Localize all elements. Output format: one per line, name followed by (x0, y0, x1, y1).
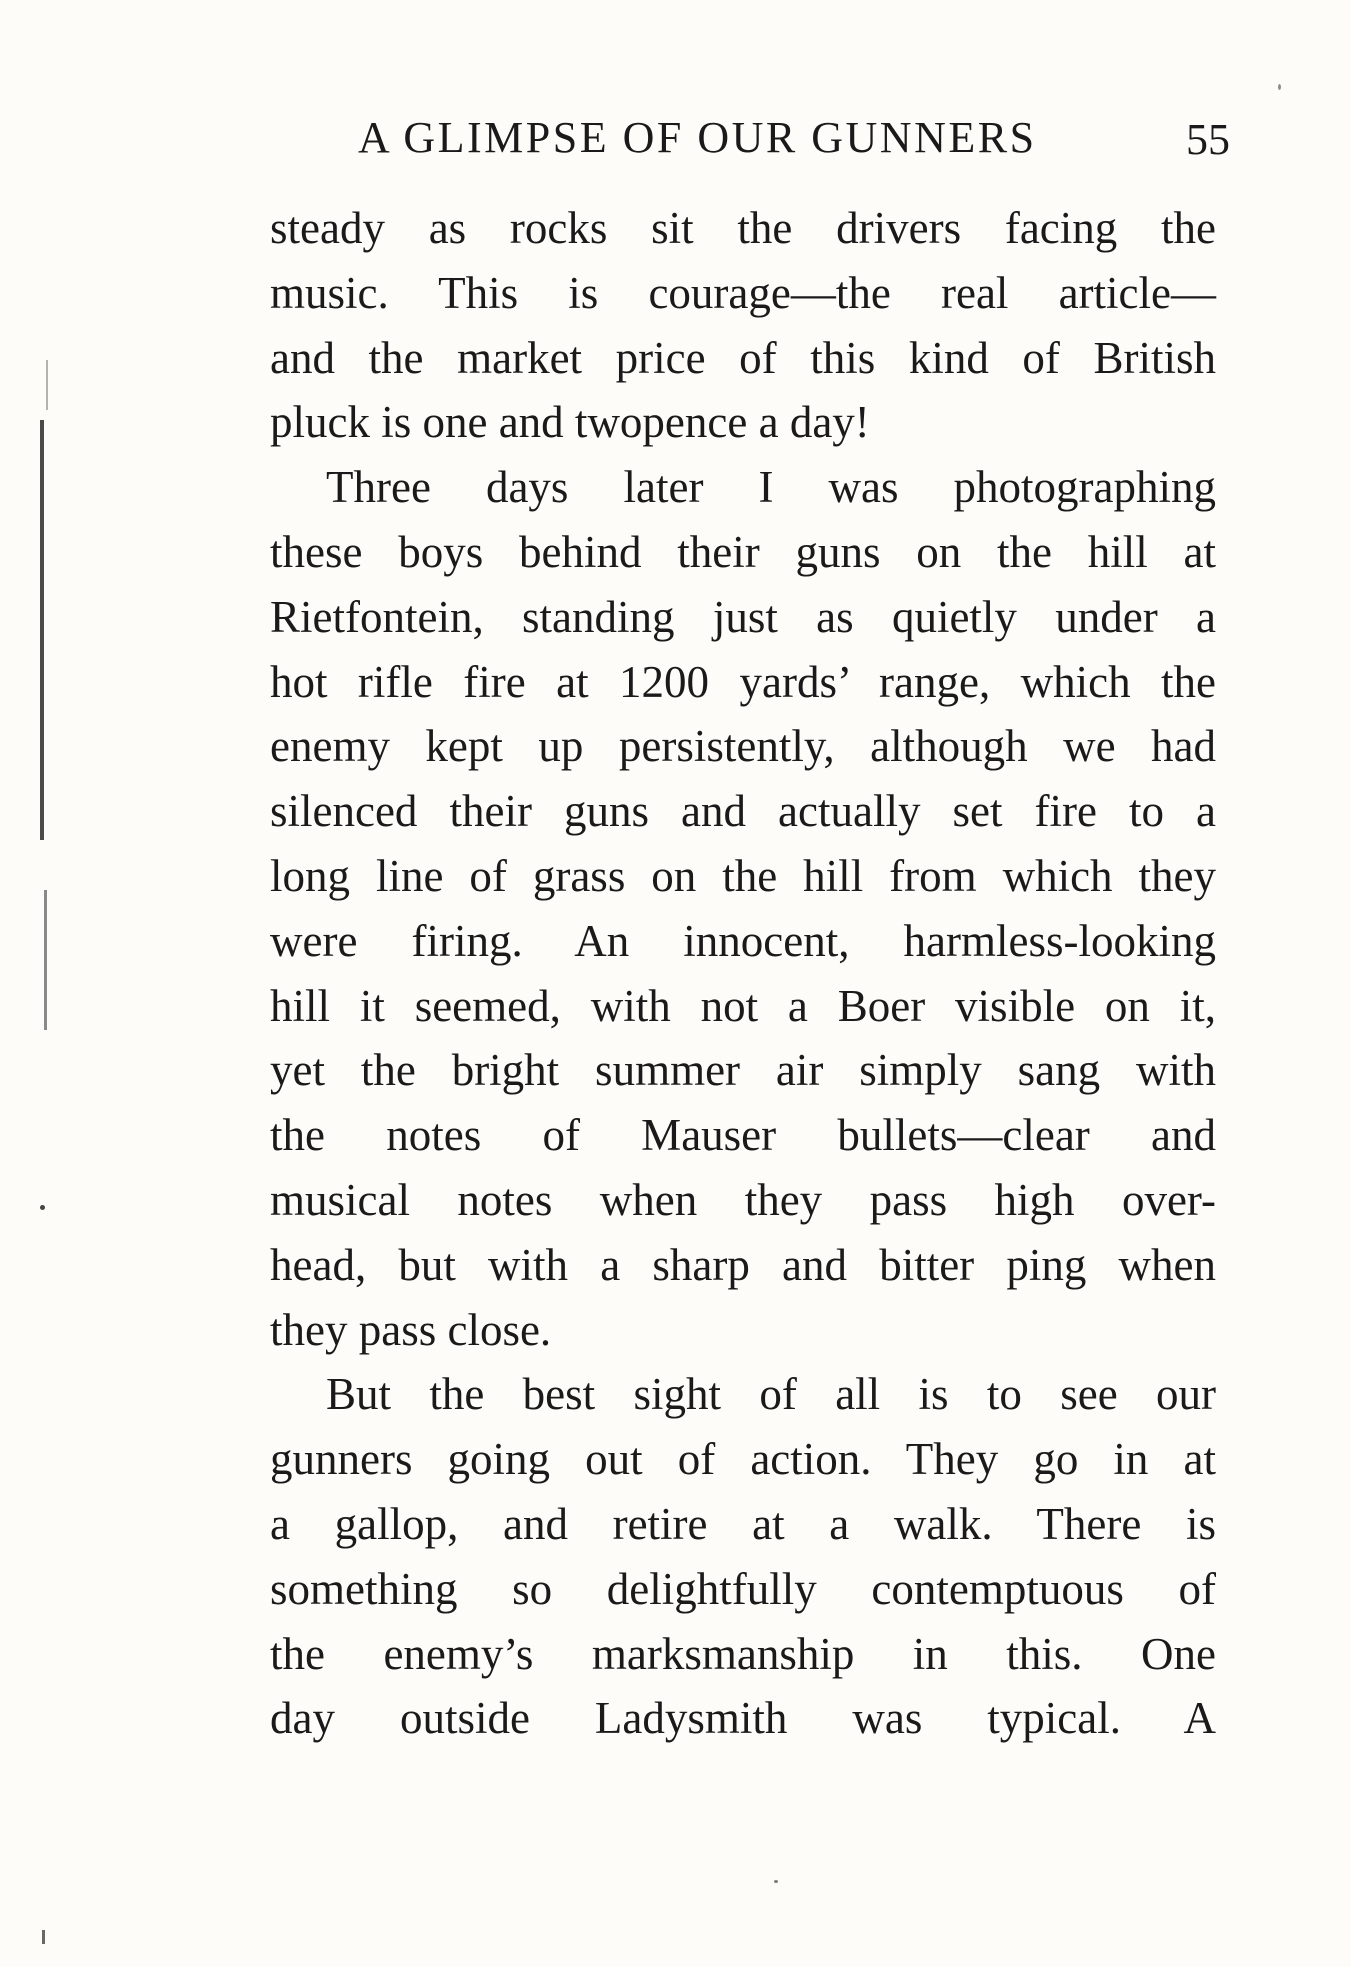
binding-shadow-mark (44, 890, 47, 1030)
text-line: the notes of Mauser bullets—clear and (270, 1110, 1216, 1161)
text-line: music. This is courage—the real article— (270, 267, 1216, 318)
text-line: Rietfontein, standing just as quietly under a (270, 591, 1216, 642)
paragraph-end-line: they pass close. (270, 1304, 552, 1355)
text-line: and the market price of this kind of British (270, 332, 1216, 383)
scan-speck (1278, 84, 1281, 90)
text-line: hot rifle fire at 1200 yards’ range, which the (270, 656, 1216, 707)
paragraph-end-line: pluck is one and twopence a day! (270, 397, 870, 448)
text-line: silenced their guns and actually set fire to a (270, 786, 1216, 837)
scan-speck (774, 1880, 778, 1883)
text-line: hill it seemed, with not a Boer visible on it, (270, 980, 1216, 1031)
text-line: enemy kept up persistently, although we had (270, 721, 1216, 772)
text-line: the enemy’s marksmanship in this. One (270, 1628, 1216, 1679)
paragraph-start-line: But the best sight of all is to see our (326, 1369, 1216, 1420)
text-line: a gallop, and retire at a walk. There is (270, 1498, 1216, 1549)
binding-shadow-mark (40, 420, 44, 840)
text-line: gunners going out of action. They go in at (270, 1434, 1216, 1485)
text-line: day outside Ladysmith was typical. A (270, 1693, 1216, 1744)
running-title: A GLIMPSE OF OUR GUNNERS (358, 113, 1037, 162)
text-line: head, but with a sharp and bitter ping when (270, 1239, 1216, 1290)
text-line: these boys behind their guns on the hill at (270, 526, 1216, 577)
text-line: yet the bright summer air simply sang with (270, 1045, 1216, 1096)
text-line: steady as rocks sit the drivers facing the (270, 203, 1216, 253)
binding-shadow-mark (42, 1930, 45, 1944)
body-text (270, 196, 1216, 1751)
scan-speck (40, 1205, 45, 1210)
text-line: musical notes when they pass high over- (270, 1174, 1216, 1225)
running-head (358, 112, 1230, 164)
text-line: long line of grass on the hill from which they (270, 850, 1216, 901)
page-number: 55 (1186, 115, 1230, 164)
binding-shadow-mark (46, 360, 48, 410)
paragraph-start-line: Three days later I was photographing (326, 462, 1216, 513)
text-line: something so delightfully contemptuous of (270, 1563, 1216, 1614)
text-line: were firing. An innocent, harmless-looking (270, 915, 1216, 966)
